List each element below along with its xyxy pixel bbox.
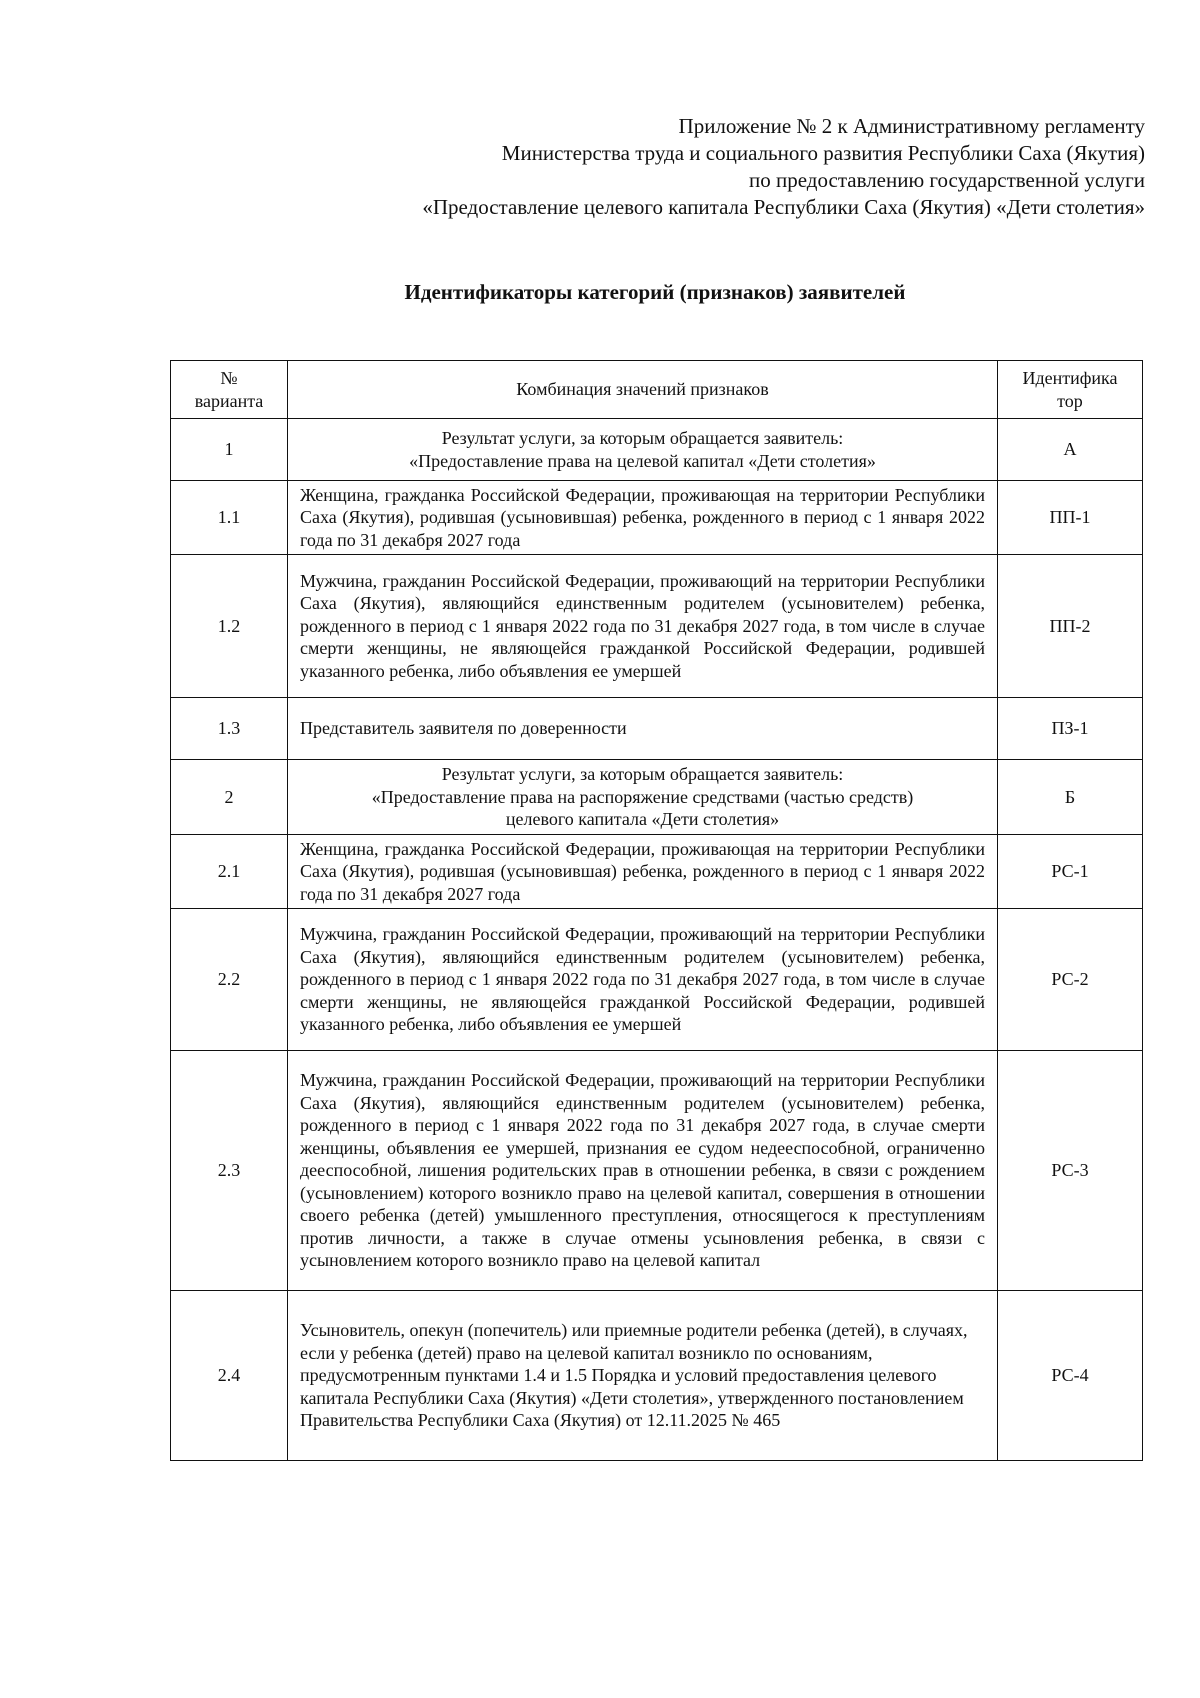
table-header-row: [171, 361, 1143, 419]
row-number: 2.1: [171, 835, 288, 909]
row-identifier: ПЗ-1: [998, 698, 1143, 760]
table-row: [171, 698, 1143, 760]
row-identifier: РС-2: [998, 909, 1143, 1051]
row-identifier: РС-3: [998, 1051, 1143, 1291]
row-number: 1.1: [171, 481, 288, 555]
header-line-3: по предоставлению государственной услуги: [749, 168, 1145, 192]
column-header-identifier-line-2: тор: [1057, 390, 1083, 411]
row-number: 1.2: [171, 555, 288, 698]
row-identifier: ПП-1: [998, 481, 1143, 555]
row-combination: Женщина, гражданка Российской Федерации, проживающая на территории Республики Саха (Якутия), родившая (усыновившая) ребенка, рожденного в период с 1 января 2022 года по 31 декабря 2027 года: [288, 835, 998, 909]
row-combination-line-2: «Предоставление права на целевой капитал «Дети столетия»: [409, 450, 876, 471]
row-combination-line-1: Результат услуги, за которым обращается заявитель:: [441, 428, 844, 448]
row-combination: Мужчина, гражданин Российской Федерации, проживающий на территории Республики Саха (Якутия), являющийся единственным родителем (усыновителем) ребенка, рожденного в период с 1 января 2022 года по 31 декабря 2027 года, в том числе в случае смерти женщины, не являющейся гражданкой Российской Федерации, родившей указанного ребенка, либо объявления ее умершей: [288, 909, 998, 1051]
row-identifier: ПП-2: [998, 555, 1143, 698]
header-line-1: Приложение № 2 к Административному регламенту: [678, 114, 1145, 138]
row-number: 2: [171, 760, 288, 835]
row-number: 1.3: [171, 698, 288, 760]
header-line-2: Министерства труда и социального развития Республики Саха (Якутия): [501, 141, 1145, 165]
row-combination: Представитель заявителя по доверенности: [288, 698, 998, 760]
row-identifier: Б: [998, 760, 1143, 835]
column-header-number-line-2: варианта: [194, 390, 264, 411]
row-identifier: РС-4: [998, 1291, 1143, 1461]
row-combination-line-1: Результат услуги, за которым обращается заявитель:: [441, 764, 844, 785]
column-header-number-line-1: №: [220, 368, 238, 388]
row-number: 2.2: [171, 909, 288, 1051]
row-combination: [288, 760, 998, 835]
row-number: 1: [171, 419, 288, 481]
table-row: [171, 1051, 1143, 1291]
row-number: 2.4: [171, 1291, 288, 1461]
row-combination-line-2: «Предоставление права на распоряжение средствами (частью средств): [371, 786, 914, 807]
table-row: [171, 555, 1143, 698]
header-line-4: «Предоставление целевого капитала Республики Саха (Якутия) «Дети столетия»: [422, 195, 1145, 219]
table-row: [171, 909, 1143, 1051]
row-number: 2.3: [171, 1051, 288, 1291]
document-title: Идентификаторы категорий (признаков) заявителей: [404, 280, 906, 304]
row-combination-line-3: целевого капитала «Дети столетия»: [505, 809, 780, 830]
row-identifier: РС-1: [998, 835, 1143, 909]
row-combination: Мужчина, гражданин Российской Федерации, проживающий на территории Республики Саха (Якутия), являющийся единственным родителем (усыновителем) ребенка, рожденного в период с 1 января 2022 года по 31 декабря 2027 года, в случае смерти женщины, объявления ее умершей, признания ее судом недееспособной, ограниченно дееспособной, лишения родительских прав в отношении ребенка, в связи с рождением (усыновлением) которого возникло право на целевой капитал, совершения в отношении своего ребенка (детей) умышленного преступления, относящегося к преступлениям против личности, а также в случае отмены усыновления ребенка, в связи с усыновлением которого возникло право на целевой капитал: [288, 1051, 998, 1291]
column-header-identifier: [998, 361, 1143, 419]
column-header-number: [171, 361, 288, 419]
table-row: [171, 1291, 1143, 1461]
column-header-combination: Комбинация значений признаков: [288, 361, 998, 419]
row-combination: Женщина, гражданка Российской Федерации, проживающая на территории Республики Саха (Якутия), родившая (усыновившая) ребенка, рожденного в период с 1 января 2022 года по 31 декабря 2027 года: [288, 481, 998, 555]
table-row: [171, 835, 1143, 909]
table-row: [171, 419, 1143, 481]
row-combination: Усыновитель, опекун (попечитель) или приемные родители ребенка (детей), в случаях, если у ребенка (детей) право на целевой капитал возникло по основаниям, предусмотренным пунктами 1.4 и 1.5 Порядка и условий предоставления целевого капитала Республики Саха (Якутия) «Дети столетия», утвержденного постановлением Правительства Республики Саха (Якутия) от 12.11.2025 № 465: [288, 1291, 998, 1461]
table-row: [171, 481, 1143, 555]
table-row: [171, 760, 1143, 835]
row-combination: [288, 419, 998, 481]
appendix-header: [185, 113, 1145, 221]
identifiers-table: [170, 360, 1143, 1461]
column-header-identifier-line-1: Идентифика: [1022, 368, 1118, 388]
row-identifier: А: [998, 419, 1143, 481]
row-combination: Мужчина, гражданин Российской Федерации, проживающий на территории Республики Саха (Якутия), являющийся единственным родителем (усыновителем) ребенка, рожденного в период с 1 января 2022 года по 31 декабря 2027 года, в том числе в случае смерти женщины, не являющейся гражданкой Российской Федерации, родившей указанного ребенка, либо объявления ее умершей: [288, 555, 998, 698]
